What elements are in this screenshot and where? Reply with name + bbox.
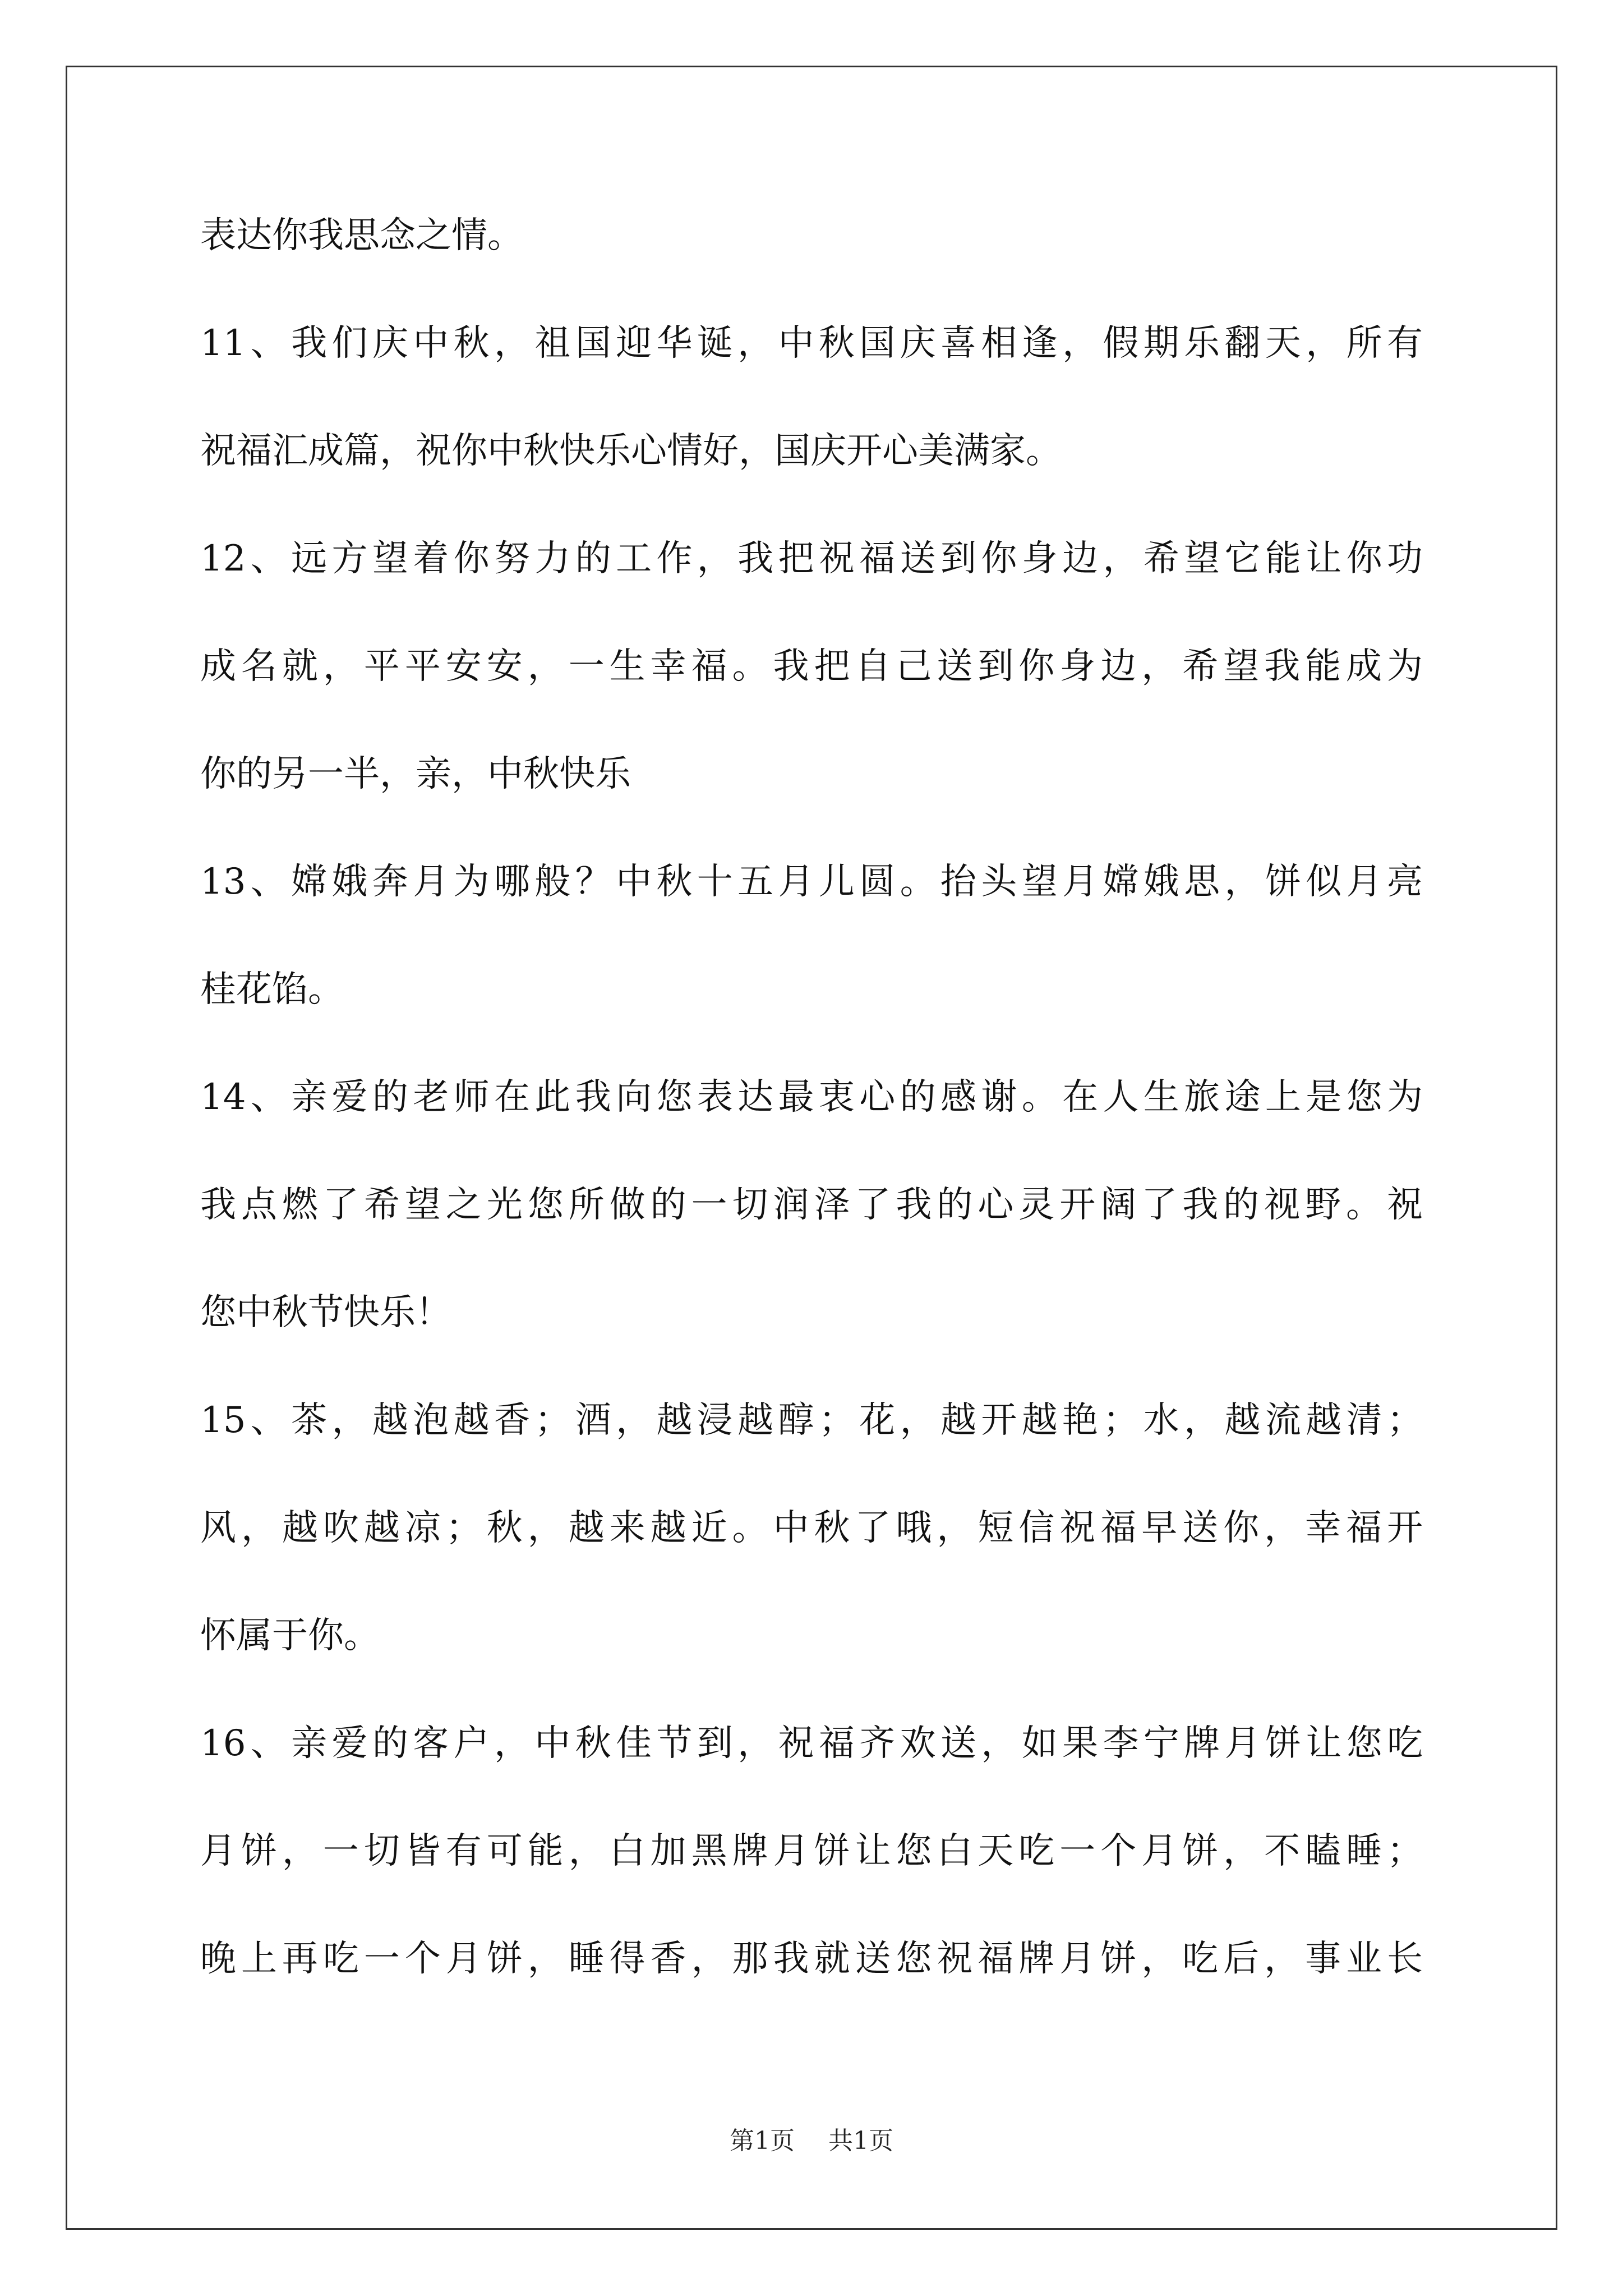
text-line: 你的另一半，亲，中秋快乐 <box>200 753 631 795</box>
text-line: 桂花馅。 <box>200 969 344 1010</box>
text-line: 怀属于你。 <box>200 1615 380 1657</box>
page-number-total: 共1页 <box>828 2127 893 2155</box>
text-line: 祝福汇成篇，祝你中秋快乐心情好，国庆开心美满家。 <box>200 430 1062 472</box>
text-line: 表达你我思念之情。 <box>200 215 523 256</box>
text-line: 12、远方望着你努力的工作，我把祝福送到你身边，希望它能让你功 <box>200 538 1423 579</box>
text-line: 月饼，一切皆有可能，白加黑牌月饼让您白天吃一个月饼，不瞌睡； <box>200 1830 1423 1872</box>
text-line: 13、嫦娥奔月为哪般？中秋十五月儿圆。抬头望月嫦娥思，饼似月亮 <box>200 861 1423 903</box>
text-line: 风，越吹越凉；秋，越来越近。中秋了哦，短信祝福早送你，幸福开 <box>200 1507 1423 1549</box>
document-body <box>200 215 1423 2049</box>
text-line: 我点燃了希望之光您所做的一切润泽了我的心灵开阔了我的视野。祝 <box>200 1184 1423 1226</box>
text-line: 15、茶，越泡越香；酒，越浸越醇；花，越开越艳；水，越流越清； <box>200 1400 1423 1441</box>
page-footer <box>0 2129 1623 2154</box>
text-line: 16、亲爱的客户，中秋佳节到，祝福齐欢送，如果李宁牌月饼让您吃 <box>200 1723 1423 1764</box>
text-line: 晚上再吃一个月饼，睡得香，那我就送您祝福牌月饼，吃后，事业长 <box>200 1938 1423 1980</box>
page-number-current: 第1页 <box>730 2127 795 2155</box>
text-line: 成名就，平平安安，一生幸福。我把自己送到你身边，希望我能成为 <box>200 646 1423 687</box>
text-line: 您中秋节快乐！ <box>200 1292 451 1333</box>
text-line: 14、亲爱的老师在此我向您表达最衷心的感谢。在人生旅途上是您为 <box>200 1076 1423 1118</box>
text-line: 11、我们庆中秋，祖国迎华诞，中秋国庆喜相逢，假期乐翻天，所有 <box>200 323 1423 364</box>
